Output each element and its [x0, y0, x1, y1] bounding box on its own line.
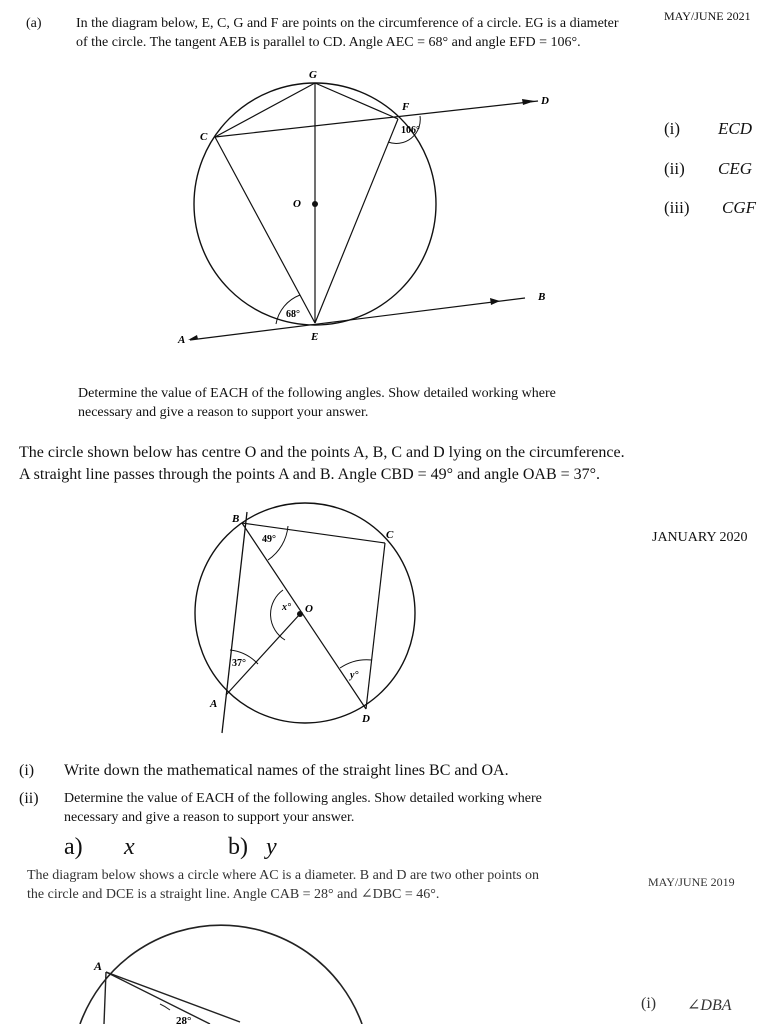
s3-q1-angle: ∠DBA — [687, 997, 732, 1014]
s1-date: MAY/JUNE 2021 — [664, 9, 751, 23]
s1-arrow-b — [490, 298, 500, 305]
s1-label-g: G — [309, 69, 317, 81]
s2-q2-line2: necessary and give a reason to support your answer. — [64, 810, 355, 825]
s1-label-e: E — [311, 331, 319, 343]
s2-q2-num: (ii) — [19, 790, 39, 807]
s1-label-c: C — [200, 131, 208, 143]
s2-angle-y: y° — [350, 670, 359, 681]
s2-label-c: C — [386, 529, 394, 541]
s2-sub-a-label: a) — [64, 834, 83, 860]
s1-question-2-angle: CEG — [718, 159, 752, 178]
s2-sub-b-var: y — [266, 834, 277, 860]
s1-instruction-line1: Determine the value of EACH of the following angles. Show detailed working where — [78, 386, 556, 401]
s2-angle-37: 37° — [232, 658, 246, 669]
s2-label-d: D — [362, 713, 370, 725]
s1-question-3-angle: CGF — [722, 198, 756, 217]
s2-line-ab — [222, 512, 247, 733]
s1-angle-68: 68° — [286, 309, 300, 320]
s1-angle-106: 106° — [401, 125, 420, 136]
s2-label-a: A — [210, 698, 218, 710]
s1-line-cd — [215, 101, 538, 137]
s1-tangent-line — [190, 298, 525, 340]
s1-question-3-num: (iii) — [664, 198, 690, 217]
s1-intro-line2: of the circle. The tangent AEB is parallel to CD. Angle AEC = 68° and angle EFD = 106°. — [76, 35, 581, 50]
s2-date: JANUARY 2020 — [652, 530, 748, 545]
part-label: (a) — [26, 16, 42, 31]
s1-label-f: F — [402, 101, 410, 113]
s2-intro-line2: A straight line passes through the points A and B. Angle CBD = 49° and angle OAB = 37°. — [19, 466, 601, 483]
s2-angle-49: 49° — [262, 534, 276, 545]
s3-circle-arc — [80, 925, 362, 1024]
s2-sub-b-label: b) — [228, 834, 248, 860]
s1-centre-point — [312, 201, 318, 207]
s1-label-a: A — [178, 334, 186, 346]
s1-intro-line1: In the diagram below, E, C, G and F are points on the circumference of a circle. EG is a diameter — [76, 16, 619, 31]
s2-circle-diagram — [0, 500, 600, 750]
s1-question-1-num: (i) — [664, 119, 681, 138]
s3-intro-line1: The diagram below shows a circle where AC is a diameter. B and D are two other points on — [27, 868, 540, 883]
s1-question-1-angle: ECD — [718, 119, 752, 138]
s1-instruction-line2: necessary and give a reason to support your answer. — [78, 405, 369, 420]
s1-circle-diagram — [0, 0, 768, 420]
s2-label-o: O — [305, 603, 313, 615]
s3-date: MAY/JUNE 2019 — [648, 875, 735, 889]
s2-q1-num: (i) — [19, 762, 35, 779]
s1-label-o: O — [293, 198, 301, 210]
s2-intro-line1: The circle shown below has centre O and the points A, B, C and D lying on the circumference. — [19, 444, 625, 461]
s2-q1-text: Write down the mathematical names of the straight lines BC and OA. — [64, 762, 509, 779]
s2-label-b: B — [232, 513, 240, 525]
s2-centre-point — [297, 611, 303, 617]
s3-intro-line2: the circle and DCE is a straight line. Angle CAB = 28° and ∠DBC = 46°. — [27, 887, 440, 902]
s1-question-2-num: (ii) — [664, 159, 685, 178]
s2-q2-line1: Determine the value of EACH of the following angles. Show detailed working where — [64, 791, 542, 806]
s1-label-b: B — [538, 291, 546, 303]
s3-angle-28: 28° — [176, 1015, 192, 1024]
s3-q1-num: (i) — [641, 995, 657, 1012]
s2-sub-a-var: x — [124, 834, 135, 860]
s1-label-d: D — [541, 95, 549, 107]
s2-angle-x: x° — [282, 602, 291, 613]
s3-circle-diagram — [0, 910, 620, 1024]
s3-label-a: A — [94, 959, 103, 973]
